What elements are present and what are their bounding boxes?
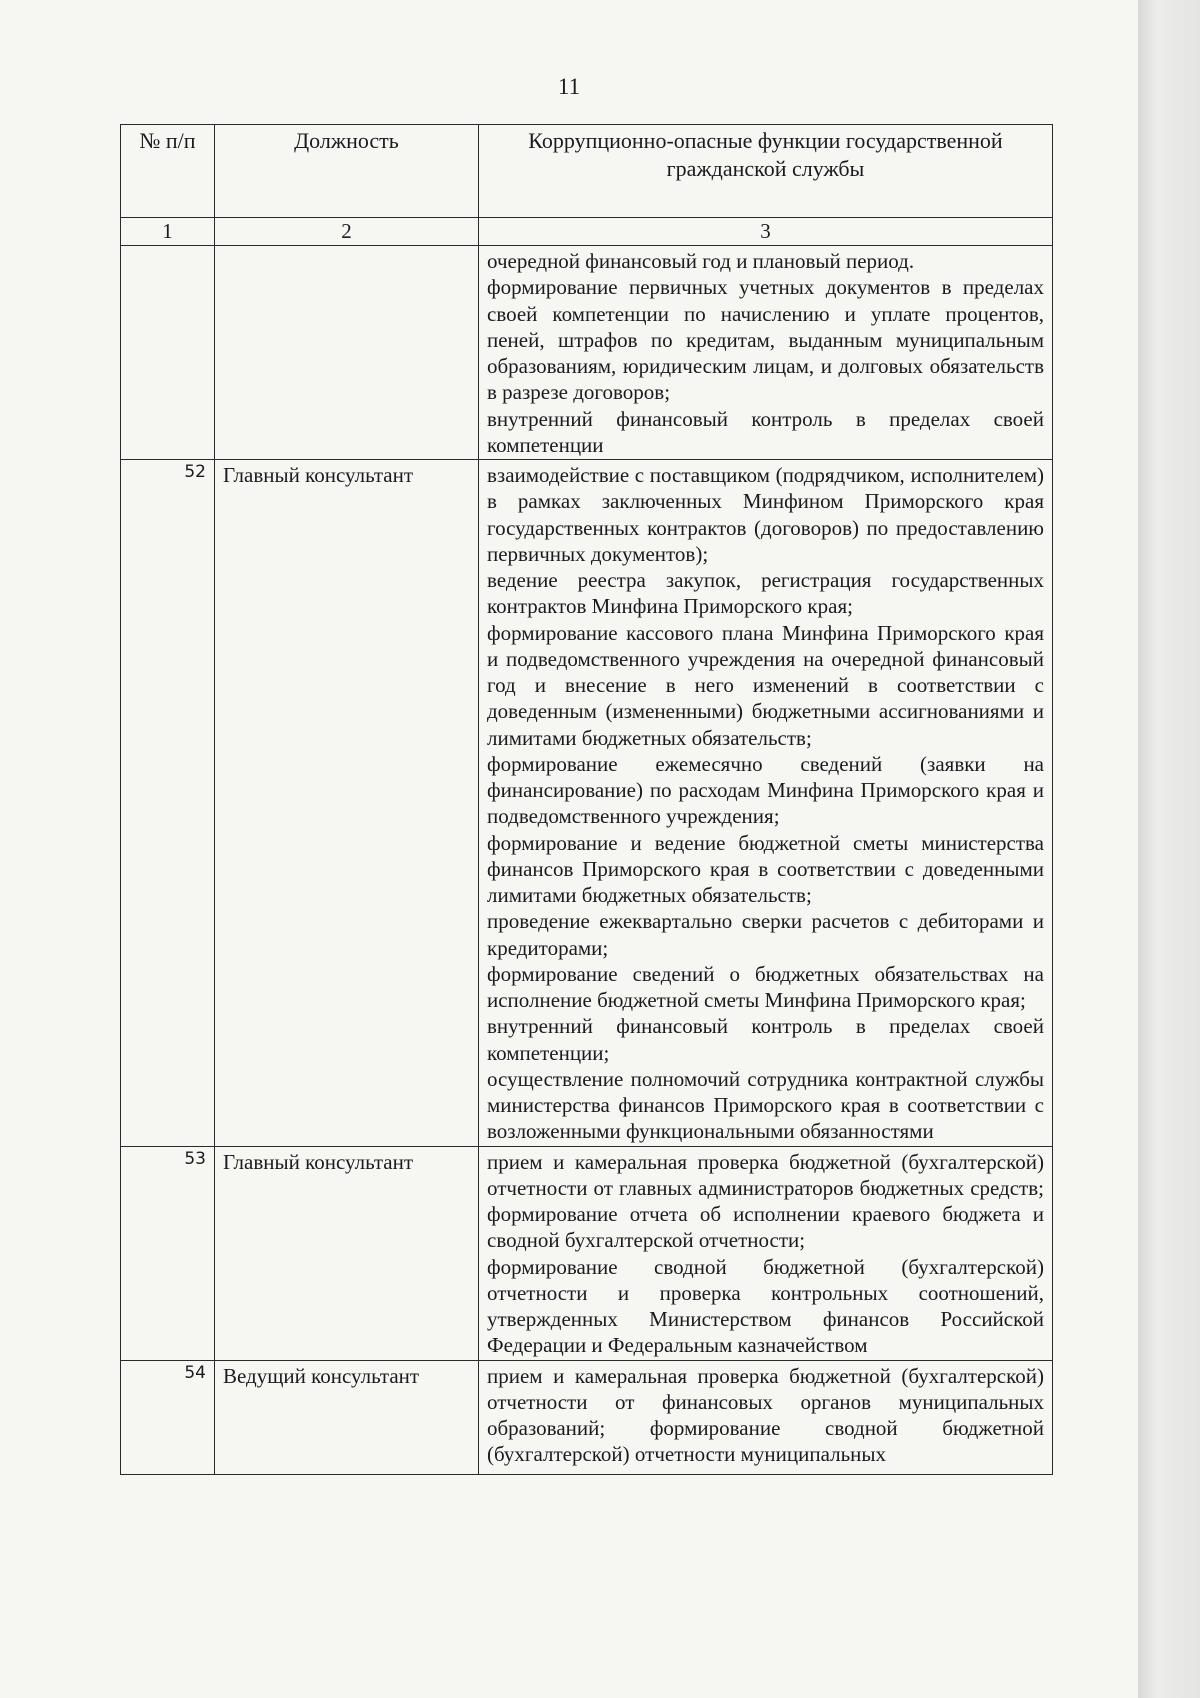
- table-header-row: [121, 125, 1053, 218]
- row-number: 54: [121, 1360, 215, 1474]
- column-number-2: 2: [215, 218, 479, 246]
- row-functions: [479, 1360, 1053, 1474]
- scan-page-edge: [1138, 0, 1200, 1698]
- function-item: прием и камеральная проверка бюджетной (бухгалтерской) отчетности от финансовых органов муниципальных образований; формирование сводной бюджетной (бухгалтерской) отчетности муниципальных: [487, 1363, 1044, 1467]
- function-item: взаимодействие с поставщиком (подрядчиком, исполнителем) в рамках заключенных Минфином Приморского края государственных контрактов (договоров) по предоставлению первичных документов);: [487, 463, 1044, 566]
- function-item: формирование кассового плана Минфина Приморского края и подведомственного учреждения на очередной финансовый год и внесение в него изменений в соответствии с доведенным (измененными) бюджетными ассигнованиями и лимитами бюджетных обязательств;: [487, 620, 1044, 750]
- table-row: [121, 1360, 1053, 1474]
- table-row: [121, 246, 1053, 460]
- function-item: внутренний финансовый контроль в пределах своей компетенции;: [487, 1014, 1044, 1065]
- page-number: 11: [557, 74, 581, 99]
- row-functions: [479, 1146, 1053, 1360]
- header-position: Должность: [215, 125, 479, 218]
- function-item: осуществление полномочий сотрудника контрактной службы министерства финансов Приморского края в соответствии с возложенными функциональными обязанностями: [487, 1066, 1044, 1144]
- function-item: формирование сводной бюджетной (бухгалтерской) отчетности и проверка контрольных соотношений, утвержденных Министерством финансов Российской Федерации и Федеральным казначейством: [487, 1254, 1044, 1358]
- column-number-1: 1: [121, 218, 215, 246]
- function-item: проведение ежеквартально сверки расчетов с дебиторами и кредиторами;: [487, 909, 1044, 960]
- function-item: ведение реестра закупок, регистрация государственных контрактов Минфина Приморского края;: [487, 568, 1044, 619]
- row-position: Ведущий консультант: [215, 1360, 479, 1474]
- row-position: [215, 246, 479, 460]
- function-item: формирование ежемесячно сведений (заявки на финансирование) по расходам Минфина Приморского края и подведомственного учреждения;: [487, 751, 1044, 829]
- header-number: № п/п: [121, 125, 215, 218]
- function-item: формирование сведений о бюджетных обязательствах на исполнение бюджетной сметы Минфина Приморского края;: [487, 961, 1044, 1012]
- function-item: прием и камеральная проверка бюджетной (бухгалтерской) отчетности от главных администраторов бюджетных средств; формирование отчета об исполнении краевого бюджета и сводной бухгалтерской отчетности;: [487, 1149, 1044, 1253]
- function-item: очередной финансовый год и плановый период.: [487, 249, 915, 273]
- row-functions: [479, 246, 1053, 460]
- row-functions: [479, 460, 1053, 1147]
- column-number-3: 3: [479, 218, 1053, 246]
- table-row: [121, 1146, 1053, 1360]
- column-number-row: [121, 218, 1053, 246]
- row-number: 53: [121, 1146, 215, 1360]
- header-functions: Коррупционно-опасные функции государственной гражданской службы: [479, 125, 1053, 218]
- corruption-functions-table: [120, 124, 1053, 1475]
- table-row: [121, 460, 1053, 1147]
- row-position: Главный консультант: [215, 460, 479, 1147]
- function-item: внутренний финансовый контроль в пределах своей компетенции: [487, 406, 1044, 457]
- function-item: формирование первичных учетных документов в пределах своей компетенции по начислению и уплате процентов, пеней, штрафов по кредитам, выданным муниципальным образованиям, юридическим лицам, и долговых обязательств в разрезе договоров;: [487, 275, 1044, 405]
- row-number: 52: [121, 460, 215, 1147]
- row-position: Главный консультант: [215, 1146, 479, 1360]
- function-item: формирование и ведение бюджетной сметы министерства финансов Приморского края в соответствии с доведенными лимитами бюджетных обязательств;: [487, 830, 1044, 907]
- row-number: [121, 246, 215, 460]
